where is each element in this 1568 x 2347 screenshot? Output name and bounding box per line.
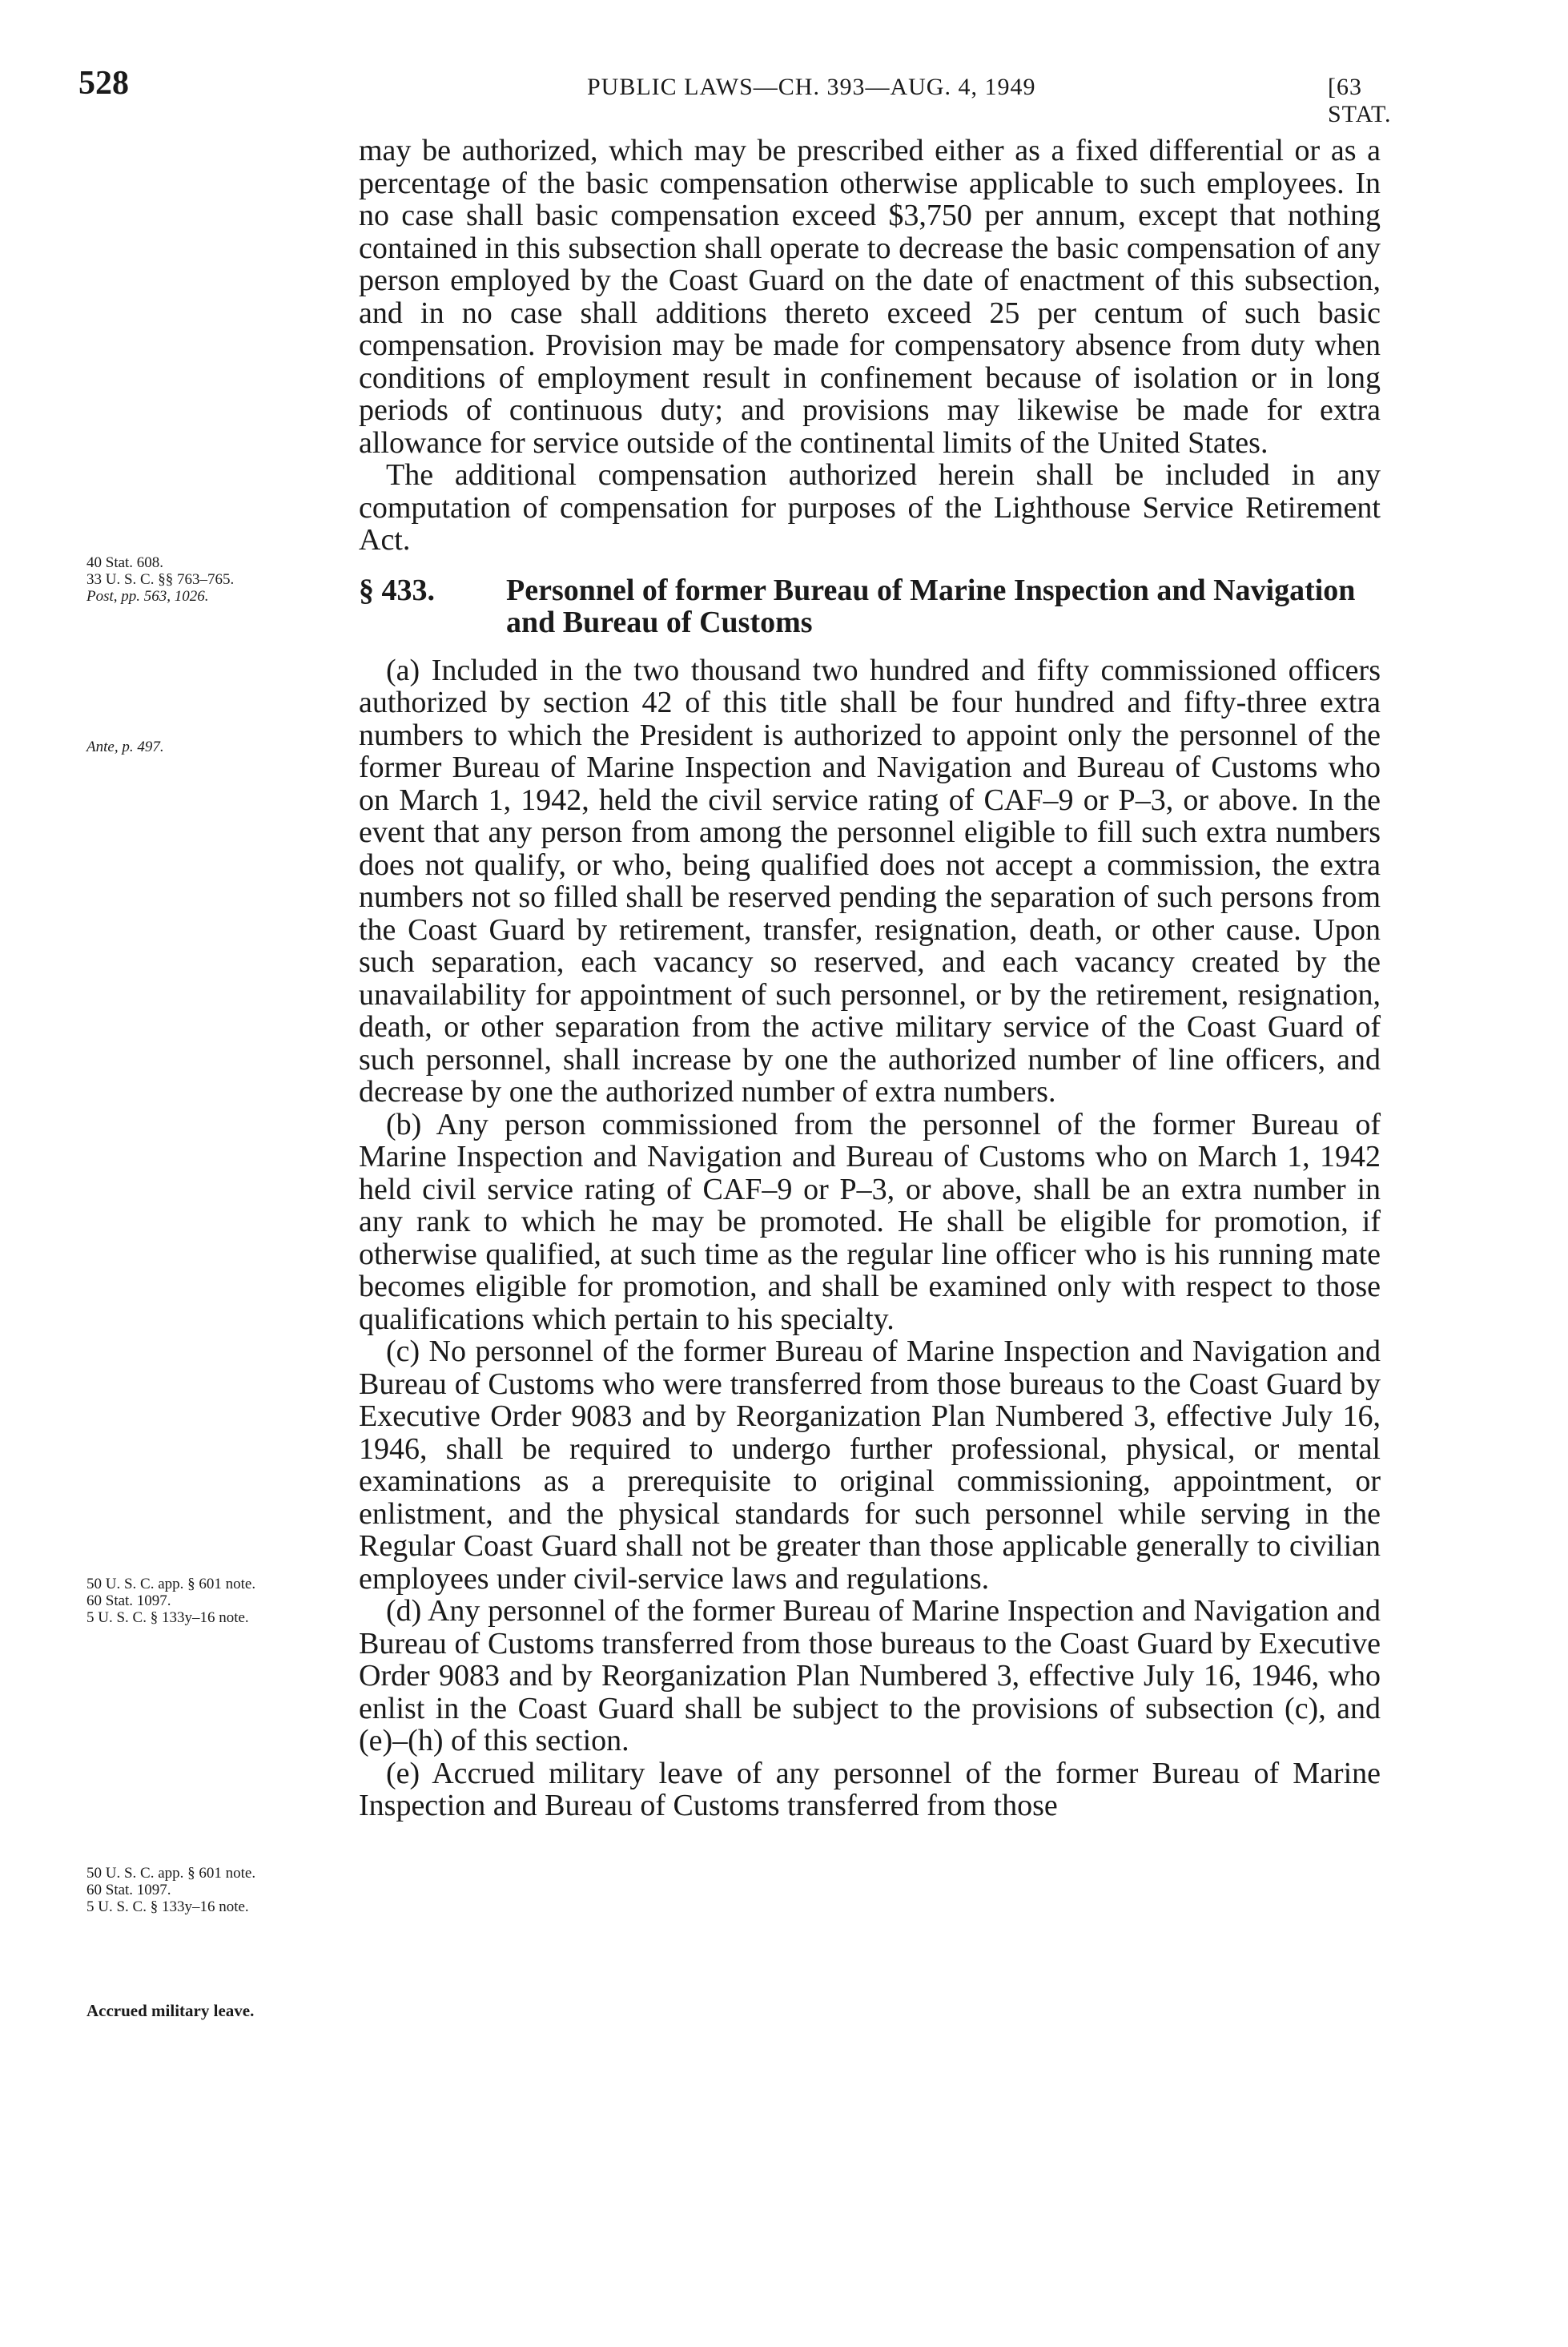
margin-note-accrued-leave: Accrued military leave. — [86, 2001, 255, 2020]
subsection-b: (b) Any person commissioned from the personnel of the former Bureau of Marine Inspection and Navigation and Bureau of Customs who on March 1, 1942 held civil service rating of CAF–9 or P–3, or above, shall be an extra number in any rank to which he may be promoted. He shall be eligible for promotion, if otherwise qualified, at such time as the regular line officer who is his running mate becomes eligible for promotion, and shall be examined only with respect to those qualifications which pertain to his specialty. — [359, 1107, 1381, 1336]
subsection-c: (c) No personnel of the former Bureau of Marine Inspection and Navigation and Bureau of Customs who were transferred from those bureaus to the Coast Guard by Executive Order 9083 and by Reorganization Plan Numbered 3, effective July 16, 1946, shall be required to undergo further professional, physical, or mental examinations as a prerequisite to original commissioning, appointment, or enlistment, and the physical standards for such personnel while serving in the Regular Coast Guard shall not be greater than those applicable generally to civilian employees under civil-service laws and regulations. — [359, 1335, 1381, 1596]
margin-note-line: 33 U. S. C. §§ 763–765. — [86, 571, 235, 588]
section-number: § 433. — [359, 573, 435, 607]
margin-note-line: 60 Stat. 1097. — [86, 1592, 171, 1609]
volume-citation: [63 STAT. — [1328, 74, 1392, 127]
margin-note-line: 50 U. S. C. app. § 601 note. — [86, 1576, 256, 1592]
margin-note-line: 5 U. S. C. § 133y–16 note. — [86, 1898, 249, 1915]
paragraph-retirement: The additional compensation authorized herein shall be included in any computation of compensation for purposes of the Lighthouse Service Retirement Act. — [359, 458, 1381, 557]
page-number: 528 — [78, 65, 129, 102]
subsection-e: (e) Accrued military leave of any personnel of the former Bureau of Marine Inspection and Bureau of Customs transferred from those — [359, 1756, 1381, 1822]
margin-note-citation-1 — [86, 554, 327, 605]
paragraph-compensation: may be authorized, which may be prescribed either as a fixed differential or as a percentage of the basic compensation otherwise applicable to such employees. In no case shall basic compensation exceed $3,750 per annum, except that nothing contained in this subsection shall operate to decrease the basic compensation of any person employed by the Coast Guard on the date of enactment of this subsection, and in no case shall additions thereto exceed 25 per centum of such basic compensation. Provision may be made for compensatory absence from duty when conditions of employment result in confinement because of isolation or in long periods of continuous duty; and provisions may likewise be made for extra allowance for service outside of the continental limits of the United States. — [359, 134, 1381, 460]
margin-note-line: 40 Stat. 608. — [86, 554, 164, 571]
margin-note-citation-3 — [86, 1576, 327, 1626]
subsection-d: (d) Any personnel of the former Bureau of Marine Inspection and Navigation and Bureau of Customs transferred from those bureaus to the Coast Guard by Executive Order 9083 and by Reorganization Plan Numbered 3, effective July 16, 1946, who enlist in the Coast Guard shall be subject to the provisions of subsection (c), and (e)–(h) of this section. — [359, 1594, 1381, 1757]
section-title: Personnel of former Bureau of Marine Inspection and Navigation and Bureau of Customs — [506, 573, 1356, 639]
running-head-title: PUBLIC LAWS—CH. 393—AUG. 4, 1949 — [587, 74, 1036, 100]
running-header — [78, 64, 1400, 127]
margin-note-line: Post, pp. 563, 1026. — [86, 588, 209, 605]
statute-text — [359, 135, 1381, 1822]
margin-note-citation-4 — [86, 1865, 327, 1915]
margin-note-line: 5 U. S. C. § 133y–16 note. — [86, 1609, 249, 1626]
margin-note-line: 60 Stat. 1097. — [86, 1882, 171, 1898]
margin-note-citation-2: Ante, p. 497. — [86, 739, 164, 755]
margin-note-line: 50 U. S. C. app. § 601 note. — [86, 1865, 256, 1882]
section-heading — [359, 574, 1381, 638]
subsection-a: (a) Included in the two thousand two hundred and fifty commissioned officers authorized by section 42 of this title shall be four hundred and fifty-three extra numbers to which the President is authorized to appoint only the personnel of the former Bureau of Marine Inspection and Navigation and Bureau of Customs who on March 1, 1942, held the civil service rating of CAF–9 or P–3, or above. In the event that any person from among the personnel eligible to fill such extra numbers does not qualify, or who, being qualified does not accept a commission, the extra numbers not so filled shall be reserved pending the separation of such persons from the Coast Guard by retirement, transfer, resignation, death, or other cause. Upon such separation, each vacancy so reserved, and each vacancy created by the unavailability for appointment of such personnel, or by the retirement, resignation, death, or other separation from the active military service of the Coast Guard of such personnel, shall increase by one the authorized number of line officers, and decrease by one the authorized number of extra numbers. — [359, 653, 1381, 1109]
